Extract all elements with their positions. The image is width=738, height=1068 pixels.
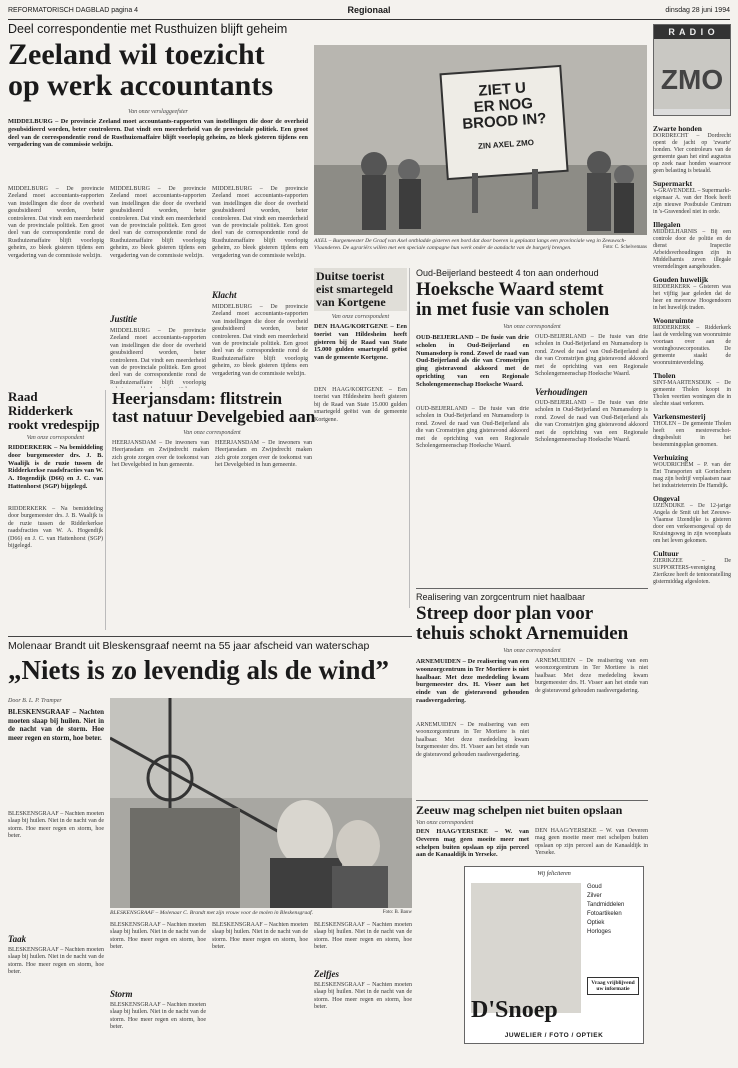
lead-byline: Van onze verslaggeefster [128,109,188,115]
lead-title-1: Zeeland wil toezicht [8,38,265,71]
paper-name: REFORMATORISCH DAGBLAD pagina 4 [8,7,139,14]
hoeksche-title-2: in met fusie van scholen [416,299,610,320]
sidebar-item-title: Woonruimte [653,316,694,325]
schelpen-title: Zeeuw mag schelpen niet buiten opslaan [416,803,623,817]
hoeksche-title-1: Hoeksche Waard stemt [416,279,604,300]
sign-line-2: ER NOG [473,94,534,117]
ad-list-item: Zilver [587,893,602,899]
hoeksche-story: Oud-Beijerland besteedt 4 ton aan onderhoud Hoeksche Waard stemt in met fusie van scholen Van onze correspondent OUD-BEIJERLAND – De fusie van drie scholen in Oud-Beijerland en Numansdorp is rond. Zowel de raad van Oud-Beijerland als die van Cromstrijen ging gisteravond akkoord met de oprichting van een Regionale Scholengemeenschap Hoeksche Waard. OUD-BEIJERLAND – De fusie van drie scholen in Oud-Beijerland en Numansdorp is rond. Zowel de raad van Oud-Beijerland als die van Cromstrijen ging gisteravond akkoord met de oprichting van een Regionale Scholengemeenschap Hoeksche Waard. OUD-BEIJERLAND – De fusie van drie scholen in Oud-Beijerland en Numansdorp is rond. Zowel de raad van Oud-Beijerland als die van Cromstrijen ging gisteravond akkoord met de oprichting van een Regionale Scholengemeenschap Hoeksche Waard. Verhoudingen OUD-BEIJERLAND – De fusie van drie scholen in Oud-Beijerland en Numansdorp is rond. Zowel de raad van Oud-Beijerland als die van Cromstrijen ging gisteravond akkoord met de oprichting van een Regionale Scholengemeenschap Hoeksche Waard. [416,268,648,450]
news-sidebar [653,120,731,1060]
kortgene-title: Duitse toerist eist smartegeld van Kortgene [314,268,407,311]
arnemuiden-title-2: tehuis schokt Arnemuiden [416,623,629,644]
arnemuiden-byline: Van onze correspondent [503,648,561,654]
ad-list-item: Optiek [587,920,605,926]
molenaar-col-1: Door B. L. P. Tramper BLESKENSGRAAF – Nachten moeten slaap bij huilen. Niet in de nacht van de storm. Hoe meer regen en storm, hoe beter. BLESKENSGRAAF – Nachten moeten slaap bij huilen. Niet in de nacht van de storm. Hoe meer regen en storm, hoe beter. Taak BLESKENSGRAAF – Nachten moeten slaap bij huilen. Niet in de nacht van de storm. Hoe meer regen en storm, hoe beter. [8,698,104,976]
radio-zmo-text: ZMO [660,64,724,95]
hoeksche-kicker: Oud-Beijerland besteedt 4 ton aan onderhoud [416,268,599,278]
lead-kicker: Deel correspondentie met Rusthuizen blijft geheim [8,22,288,36]
kortgene-byline: Van onze correspondent [331,314,390,320]
ridderkerk-intro: RIDDERKERK – Na bemiddeling door burgemeester drs. J. B. Waalijk is de ruzie tussen de Ridderkerkse raadsfracties van W. A. Hogendijk (D66) en J. C. van Hattenhorst (SGP) bijgelegd. [8,444,103,490]
heerjansdam-byline: Van onze correspondent [183,430,241,436]
farmers-photo-caption: AXEL – Burgemeester De Graaf van Axel ontbladde gisteren een bord dat door boeren is geplaatst langs een provinciale weg in Zeeuwsch-Vlaanderen. De agrariërs willen met een speciale campagne hun werk onder de aandacht van de burgerij brengen. Foto: C. Schelvemans [314,238,647,251]
sidebar-item-body: RIDDERKERK – Ridderkerk laat de verdeling van woonruimte voortaan over aan de woningbouwcorporaties. De gemeente staakt de woonruimteverdeling. [653,325,731,366]
arnemuiden-kicker: Realisering van zorgcentrum niet haalbaar [416,592,586,602]
windmill-couple-image [110,698,412,908]
farmers-photo-credit: Foto: C. Schelvemans [602,244,647,250]
molenaar-photo [110,698,412,908]
section-title: Regionaal [347,5,391,15]
molenaar-title: „Niets is zo levendig als de wind” [8,655,390,685]
ad-photo [471,883,581,1013]
sidebar-item-body: SINT-MAARTENSDIJK – De gemeente Tholen koopt in Tholen veertien woningen die in slechte staat verkeren. [653,380,731,407]
molenaar-sub-zelfjes: Zelfjes [314,969,339,979]
lead-sub-justitie: Justitie [110,314,138,324]
sidebar-item-body: 's-GRAVENDEEL – Supermarkt-eigenaar A. van der Hoek heeft zijn nieuwe Postbuisle Centrum in 's-Gravendeel niet in orde. [653,188,731,215]
sidebar-item-title: Verhuizing [653,453,689,462]
sidebar-item-title: Ongeval [653,494,680,503]
ad-tagline: Wij feliciteren [537,871,571,877]
page-date: dinsdag 28 juni 1994 [665,7,730,14]
sidebar-item-title: Zwarte honden [653,124,702,133]
molenaar-kicker: Molenaar Brandt uit Bleskensgraaf neemt na 55 jaar afscheid van waterschap [8,640,370,652]
molenaar-sub-storm: Storm [110,989,133,999]
ad-list-item: Fotoartikelen [587,911,622,917]
sign-line-4: ZIN AXEL ZMO [477,137,535,151]
radio-box [653,24,731,116]
molenaar-intro: BLESKENSGRAAF – Nachten moeten slaap bij huilen. Niet in de nacht van de storm. Hoe meer regen en storm, hoe beter. [8,708,104,742]
schelpen-story: Zeeuw mag schelpen niet buiten opslaan Van onze correspondent DEN HAAG/YERSEKE – W. van Oeveren mag geen moeite meer met schelpen buiten opslaan op zijn perceel aan de Kanaaldijk in Yerseke. DEN HAAG/YERSEKE – W. van Oeveren mag geen moeite meer met schelpen buiten opslaan op zijn perceel aan de Kanaaldijk in Yerseke. [416,800,648,862]
radio-zmo-logo [654,39,730,109]
ad-list-item: Goud [587,884,602,890]
kortgene-intro: DEN HAAG/KORTGENE – Een toerist van Hildesheim heeft gisteren bij de Raad van State 15.000 gulden smartegeld geëist van de gemeente Kortgene. [314,323,407,362]
page-header [8,4,730,20]
heerjansdam-story: Heerjansdam: flitstrein tast natuur Develgebied aan Van onze correspondent HEERJANSDAM – De inwoners van Heerjansdam en Zwijndrecht maken zich grote zorgen over de toekomst van het Develgebied in hun gemeente. HEERJANSDAM – De inwoners van Heerjansdam en Zwijndrecht maken zich grote zorgen over de toekomst van het Develgebied in hun gemeente. [112,389,316,469]
sidebar-item-title: Cultuur [653,549,679,558]
lead-title-2: op werk accountants [8,69,274,102]
sign-line-3: BROOD IN? [461,110,547,133]
lead-body-col-2: MIDDELBURG – De provincie Zeeland moet accountants-rapporten van instellingen die door de overheid gesubsidieerd worden, beter controleren. Dat vindt een meerderheid van de provinciale politiek. Een groot deel van de correspondentie rond de Rusthuizenaffaire blijft voorlopig geheim, zo bleek gisteren tijdens een vergadering van de commissie welzijn. Justitie MIDDELBURG – De provincie Zeeland moet accountants-rapporten van instellingen die door de overheid gesubsidieerd worden, beter controleren. Dat vindt een meerderheid van de provinciale politiek. Een groot deel van de correspondentie rond de Rusthuizenaffaire blijft voorlopig [110,186,206,386]
molenaar-col-4: BLESKENSGRAAF – Nachten moeten slaap bij huilen. Niet in de nacht van de storm. Hoe meer regen en storm, hoe beter. Zelfjes BLESKENSGRAAF – Nachten moeten slaap bij huilen. Niet in de nacht van de storm. Hoe meer regen en storm, hoe beter. [314,922,412,1011]
arnemuiden-title-1: Streep door plan voor [416,603,594,624]
heerjansdam-title-1: Heerjansdam: flitstrein [112,389,283,408]
sidebar-item-body: WOUDRICHEM – P. van der Ent Transporten uit Gorinchem mag zijn bedrijf verplaatsen naar het industrieterrein De Hamdijk. [653,462,731,489]
sidebar-item-title: Illegalen [653,220,681,229]
molenaar-col-2: BLESKENSGRAAF – Nachten moeten slaap bij huilen. Niet in de nacht van de storm. Hoe meer regen en storm, hoe beter. Storm BLESKENSGRAAF – Nachten moeten slaap bij huilen. Niet in de nacht van de storm. Hoe meer regen en storm, hoe beter. [110,922,206,1031]
jeweler-advertisement [464,866,644,1044]
molenaar-header [8,640,412,686]
molenaar-rule [8,636,412,637]
sidebar-item-title: Supermarkt [653,179,693,188]
molenaar-sub-taak: Taak [8,934,27,944]
sidebar-item-body: MIDDELHARNIS – Bij een controle door de politie en de dienst Inspectie Arbeidsverhoudingen zijn in Middelharnis zeven illegale vreemdelingen aangehouden. [653,229,731,270]
sidebar-item-title: Gouden huwelijk [653,275,709,284]
ad-list-item: Tandmiddelen [587,902,625,908]
sidebar-item-body: DORDRECHT – Dordrecht opent de jacht op 'zwarte' honden. Vier controleurs van de gemeente gaan het eind augustus op zoek naar honden waarvoor geen belasting is betaald. [653,133,731,174]
heerjansdam-title-2: tast natuur Develgebied aan [112,407,316,426]
sign-line-1: ZIET U [477,79,527,100]
ad-list-item: Horloges [587,929,612,935]
sidebar-item-body: ZIERIKZEE – De SUPPORTERS-vereniging Zierikzee heeft de tentoonstelling gistermiddag afgesloten. [653,558,731,585]
schelpen-intro: DEN HAAG/YERSEKE – W. van Oeveren mag geen moeite meer met schelpen buiten opslaan op zijn perceel aan de Kanaaldijk in Yerseke. [416,828,529,859]
kortgene-story: Duitse toerist eist smartegeld van Kortgene Van onze correspondent DEN HAAG/KORTGENE – Een toerist van Hildesheim heeft gisteren bij de Raad van State 15.000 gulden smartegeld geëist van de gemeente Kortgene. DEN HAAG/KORTGENE – Een toerist van Hildesheim heeft gisteren bij de Raad van State 15.000 gulden smartegeld geëist van de gemeente Kortgene. [314,268,410,608]
arnemuiden-story: Realisering van zorgcentrum niet haalbaar Streep door plan voor tehuis schokt Arnemuiden Van onze correspondent ARNEMUIDEN – De realisering van een woonzorgcentrum in Ter Mortiere is niet haalbaar. Met deze mededeling kwam burgemeester drs. H. Visser aan het einde van de gisteravond gehouden raadsvergadering. ARNEMUIDEN – De realisering van een woonzorgcentrum in Ter Mortiere is niet haalbaar. Met deze mededeling kwam burgemeester drs. H. Visser aan het einde van de gisteravond gehouden raadsvergadering. ARNEMUIDEN – De realisering van een woonzorgcentrum in Ter Mortiere is niet haalbaar. Met deze mededeling kwam burgemeester drs. H. Visser aan het einde van de gisteravond gehouden raadsvergadering. [416,588,648,798]
molenaar-col-3: BLESKENSGRAAF – Nachten moeten slaap bij huilen. Niet in de nacht van de storm. Hoe meer regen en storm, hoe beter. [212,922,308,951]
farmers-sign-text [452,79,556,153]
molenaar-photo-credit: Foto: B. Bauw [382,910,412,915]
ad-sub: JUWELIER / FOTO / OPTIEK [504,1032,604,1039]
hoeksche-byline: Van onze correspondent [503,324,561,330]
sidebar-item-title: Varkensmesterij [653,412,706,421]
sidebar-item-title: Tholen [653,371,676,380]
molenaar-byline: Door B. L. P. Tramper [8,698,62,704]
ad-brand: D'Snoep [471,997,558,1023]
lead-story [8,22,308,180]
sidebar-item-body: IJZENDIJKE – De 12-jarige Angela de Smit uit het Zeeuws-Vlaamse IJzendijke is gisteren door een verkeersongeval op de Kruisingsweg in zijn woonplaats om het leven gekomen. [653,503,731,544]
ridderkerk-story: Raad Ridderkerk rookt vredespijp Van onze correspondent RIDDERKERK – Na bemiddeling door burgemeester drs. J. B. Waalijk is de ruzie tussen de Ridderkerkse raadsfracties van W. A. Hogendijk (D66) en J. C. van Hattenhorst (SGP) bijgelegd. RIDDERKERK – Na bemiddeling door burgemeester drs. J. B. Waalijk is de ruzie tussen de Ridderkerkse raadsfracties van W. A. Hogendijk (D66) en J. C. van Hattenhorst (SGP) bijgelegd. [8,390,106,630]
lead-sub-klacht: Klacht [212,290,237,300]
sidebar-item-body: RIDDERKERK – Gisteren was het vijftig jaar geleden dat de heer en mevrouw Hoogendoorn in het huwelijk traden. [653,284,731,311]
farmers-sign-photo [314,45,647,235]
radio-logo: R A D I O [654,25,730,39]
lead-body-col-3: MIDDELBURG – De provincie Zeeland moet accountants-rapporten van instellingen die door de overheid gesubsidieerd worden, beter controleren. Dat vindt een meerderheid van de provinciale politiek. Een groot deel van de correspondentie rond de Rusthuizenaffaire blijft voorlopig geheim, zo bleek gisteren tijdens een vergadering van de commissie welzijn. Klacht MIDDELBURG – De provincie Zeeland moet accountants-rapporten van instellingen die door de overheid gesubsidieerd worden, beter controleren. Dat vindt een meerderheid van de provinciale politiek. Een groot deel van de correspondentie rond de Rusthuizenaffaire blijft voorlopig geheim, zo bleek gisteren tijdens een vergadering van de commissie welzijn. [212,186,308,377]
ad-product-list [587,883,639,937]
ridderkerk-byline: Van onze correspondent [26,435,85,441]
hoeksche-sub-verhoudingen: Verhoudingen [535,387,588,397]
arnemuiden-intro: ARNEMUIDEN – De realisering van een woonzorgcentrum in Ter Mortiere is niet haalbaar. Met deze mededeling kwam burgemeester drs. H. Visser aan het einde van de gisteravond gehouden raadsvergadering. [416,658,529,704]
ad-info-box: Vraag vrijblijvend uw informatie [587,977,639,995]
lead-body-col-1: MIDDELBURG – De provincie Zeeland moet accountants-rapporten van instellingen die door de overheid gesubsidieerd worden, beter controleren. Dat vindt een meerderheid van de provinciale politiek. Een groot deel van de correspondentie rond de Rusthuizenaffaire blijft voorlopig geheim, zo bleek gisteren tijdens een vergadering van de commissie welzijn. [8,186,104,259]
schelpen-byline: Van onze correspondent [416,820,474,826]
hoeksche-intro: OUD-BEIJERLAND – De fusie van drie scholen in Oud-Beijerland en Numansdorp is rond. Zowel de raad van Oud-Beijerland als die van Cromstrijen ging gisteravond akkoord met de oprichting van een Regionale Scholengemeenschap Hoeksche Waard. [416,334,529,388]
ridderkerk-title: Raad Ridderkerk rookt vredespijp [8,389,100,432]
sidebar-item-body: THOLEN – De gemeente Tholen heeft een mestoverschot-dingsbesluit in het bestemmingsplan genomen. [653,421,731,448]
molenaar-photo-caption: BLESKENSGRAAF – Molenaar C. Brandt met zijn vrouw voor de molen in Bleskensgraaf. Foto: B. Bauw [110,910,412,916]
lead-intro: MIDDELBURG – De provincie Zeeland moet accountants-rapporten van instellingen die door de overheid gesubsidieerd worden, beter controleren. Dat vindt een meerderheid van de provinciale politiek. Een groot deel van de correspondentie rond de Rusthuizenaffaire blijft voorlopig geheim, zo bleek gisteren tijdens een vergadering van de commissie welzijn. [8,118,308,149]
